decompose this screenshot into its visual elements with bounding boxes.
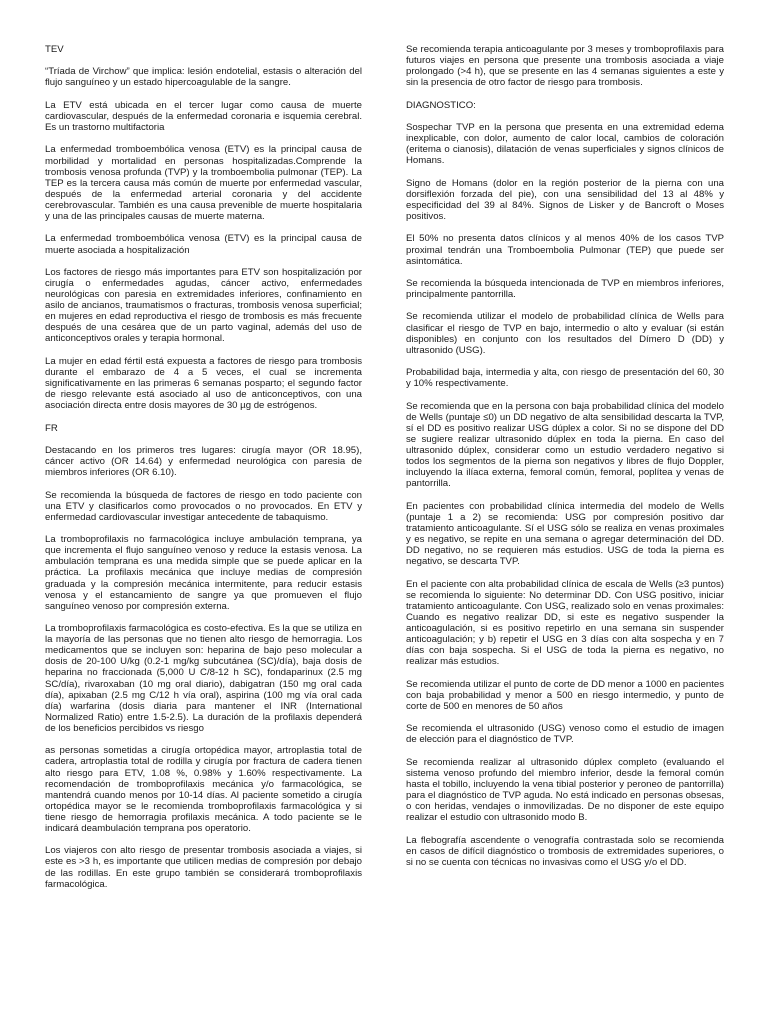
paragraph: Se recomienda utilizar el punto de corte de DD menor a 1000 en pacientes con baja probabilidad y menor a 500 en riesgo intermedio, y punto de corte de 500 en menores de 50 años	[406, 678, 724, 712]
paragraph: La enfermedad tromboembólica venosa (ETV) es la principal causa de muerte asociada a hospitalización	[45, 233, 362, 256]
paragraph: as personas sometidas a cirugía ortopédica mayor, artroplastia total de cadera, artroplastia total de rodilla y cirugía por fractura de cadera tienen alto riesgo para ETV, 1.08 %, 0.98% y 1.60% respectivamente. La recomendación de tromboprofilaxis mecánica y/o farmacológica, se mantendrá cuando menos por 10-14 días. Al paciente sometido a cirugía ortopédica mayor se le recomienda tromboprofilaxis farmacológica y si tiene riesgo de hemorragia profilaxis mecánica. A todo paciente se le indicará deambulación temprana pos operatorio.	[45, 745, 362, 834]
paragraph: Se recomienda que en la persona con baja probabilidad clínica del modelo de Wells (puntaje ≤0) un DD negativo de alta sensibilidad descarta la TVP, sí el DD es positivo realizar USG dúplex a color. Si no se dispone del DD se sugiere realizar ultrasonido dúplex en toda la pierna. En caso del ultrasonido dúplex, considerar como un estudio verdadero negativo si todos los segmentos de la pierna son negativos y libres de flujo Doppler, incluyendo la ilíaca externa, femoral común, femoral, poplítea y venas de pantorrilla.	[406, 400, 724, 490]
heading-diagnostico: DIAGNOSTICO:	[406, 99, 476, 111]
heading-fr: FR	[45, 422, 58, 434]
paragraph: “Tríada de Virchow” que implica: lesión endotelial, estasis o alteración del flujo sanguíneo y un estado hipercoagulable de la sangre.	[45, 66, 362, 89]
paragraph: Se recomienda terapia anticoagulante por 3 meses y tromboprofilaxis para futuros viajes en persona que presente una trombosis asociada a viaje prolongado (>4 h), que se presente en las 4 semanas siguientes a este y sin la presencia de otro factor de riesgo para trombosis.	[406, 44, 724, 89]
paragraph: La flebografía ascendente o venografía contrastada solo se recomienda en casos de difícil diagnóstico o trombosis de extremidades superiores, o si no se cuenta con técnicas no invasivas como el USG y/o el DD.	[406, 834, 724, 868]
paragraph: Sospechar TVP en la persona que presenta en una extremidad edema inexplicable, con dolor, aumento de calor local, cambios de coloración (eritema o cianosis), dilatación de venas superficiales y signos clínicos de Homans.	[406, 122, 724, 167]
paragraph: Se recomienda la búsqueda de factores de riesgo en todo paciente con una ETV y clasificarlos como provocados o no provocados. En ETV y enfermedad cardiovascular investigar antecedente de tabaquismo.	[45, 489, 362, 523]
paragraph: La ETV está ubicada en el tercer lugar como causa de muerte cardiovascular, después de la enfermedad coronaria e isquemia cerebral. Es un trastorno multifactoria	[45, 99, 362, 134]
paragraph: Se recomienda el ultrasonido (USG) venoso como el estudio de imagen de elección para el diagnóstico de TVP.	[406, 723, 724, 746]
paragraph: Probabilidad baja, intermedia y alta, con riesgo de presentación del 60, 30 y 10% respectivamente.	[406, 367, 724, 390]
paragraph: Se recomienda realizar al ultrasonido dúplex completo (evaluando el sistema venoso profundo del miembro inferior, desde la femoral común hasta el tobillo, incluyendo la vena tibial posterior y peroneo de pantorrilla) para el diagnóstico de TVP aguda. No está indicado en personas obsesas, o con heridas, vendajes o inmovilizadas. De no disponer de este equipo realizar el estudio con ultrasonido modo B.	[406, 756, 724, 824]
paragraph: La enfermedad tromboembólica venosa (ETV) es la principal causa de morbilidad y mortalidad en personas hospitalizadas.Comprende la trombosis venosa profunda (TVP) y la tromboembolia pulmonar (TEP). La TEP es la tercera causa más común de muerte por enfermedad vascular, después de la enfermedad arterial coronaria y del accidente cerebrovascular. También es una causa prevenible de muerte hospitalaria y una de las principales causas de muerte materna.	[45, 144, 362, 223]
paragraph: Se recomienda la búsqueda intencionada de TVP en miembros inferiores, principalmente pantorrilla.	[406, 277, 724, 301]
paragraph: Los factores de riesgo más importantes para ETV son hospitalización por cirugía o enfermedades agudas, cáncer activo, enfermedades neurológicas con paresia en extremidades inferiores, confinamiento en asilo de ancianos, traumatismos o fracturas, trombosis venosa superficial; en mujeres en edad reproductiva el riesgo de trombosis es más frecuente después de una cesárea que de un parto vaginal, además del uso de anticonceptivos orales y terapia hormonal.	[45, 266, 362, 345]
paragraph: En pacientes con probabilidad clínica intermedia del modelo de Wells (puntaje 1 a 2) se recomienda: USG por compresión positivo dar tratamiento anticoagulante. Sí el USG sólo se realiza en venas proximales y es negativo, se repite en una semana o agregar determinación del DD. DD negativo, no se requieren más estudios. USG de toda la pierna es negativo, se descarta TVP.	[406, 500, 724, 568]
paragraph: La mujer en edad fértil está expuesta a factores de riesgo para trombosis durante el embarazo de 4 a 5 veces, el cual se incrementa significativamente en las primeras 6 semanas posparto; el segundo factor de riesgo relevante está asociado al uso de anticonceptivos, con una asociación directa entre dosis mayores de 30 µg de estrógenos.	[45, 355, 362, 412]
paragraph: Destacando en los primeros tres lugares: cirugía mayor (OR 18.95), cáncer activo (OR 14.64) y enfermedad neurológica con paresia de miembros inferiores (OR 6.10).	[45, 445, 362, 479]
left-column	[45, 44, 362, 901]
paragraph: Se recomienda utilizar el modelo de probabilidad clínica de Wells para clasificar el riesgo de TVP en bajo, intermedio o alto y evaluar (si están disponibles) en conjunto con los resultados del Dímero D (DD) y ultrasonido (USG).	[406, 311, 724, 356]
paragraph: La tromboprofilaxis no farmacológica incluye ambulación temprana, ya que incrementa el flujo sanguíneo venoso y reduce la estasis venosa. La ambulación temprana es una medida simple que se puede aplicar en la práctica. La profilaxis mecánica que incluye medias de compresión graduada y la compresión mecánica intermitente, para reducir estasis venosa y el estancamiento de sangre ya que promueven el flujo sanguíneo venoso por compresión externa.	[45, 534, 362, 612]
paragraph: Los viajeros con alto riesgo de presentar trombosis asociada a viajes, si este es >3 h, es importante que utilicen medias de compresión por debajo de las rodillas. En este grupo también se considerará tromboprofilaxis farmacológica.	[45, 845, 362, 890]
paragraph: El 50% no presenta datos clínicos y al menos 40% de los casos TVP proximal tendrán una Tromboembolia Pulmonar (TEP) que puede ser asintomática.	[406, 233, 724, 267]
paragraph: Signo de Homans (dolor en la región posterior de la pierna con una dorsiflexión forzada del pie), con una sensibilidad del 13 al 48% y especificidad del 39 al 84%. Signos de Lisker y de Bancroft o Moses positivos.	[406, 177, 724, 223]
right-column	[406, 44, 724, 879]
heading-tev: TEV	[45, 44, 64, 55]
paragraph: La tromboprofilaxis farmacológica es costo-efectiva. Es la que se utiliza en la mayoría de las personas que no tienen alto riesgo de hemorragia. Los medicamentos que se incluyen son: heparina de bajo peso molecular a dosis de 20-100 U/kg (0.2-1 mg/kg subcutánea (SC)/día), baja dosis de heparina no fraccionada (5,000 U C/8-12 h SC), fondaparinux (2.5 mg SC/día), rivaroxaban (10 mg oral diario), dabigatran (150 mg oral cada día), apixaban (2.5 mg C/12 h vía oral), aspirina (100 mg vía oral cada día) warfarina (dosis diaria para mantener el INR (International Normalized Ratio) entre 1.5-2.5). La duración de la profilaxis dependerá de los beneficios percibidos vs riesgo	[45, 623, 362, 734]
paragraph: En el paciente con alta probabilidad clínica de escala de Wells (≥3 puntos) se recomienda lo siguiente: No determinar DD. Con USG positivo, iniciar tratamiento anticoagulante. Con USG, realizado solo en venas proximales: Cuando es negativo realizar DD, si este es negativo suspender la anticoagulación, si es positivo repetirlo en una semana sin suspender anticoagulación; y b) repetir el USG en 3 días con alta sospecha y en 7 días con baja sospecha. Si el USG de toda la pierna es negativo, no realizar más estudios.	[406, 578, 724, 668]
